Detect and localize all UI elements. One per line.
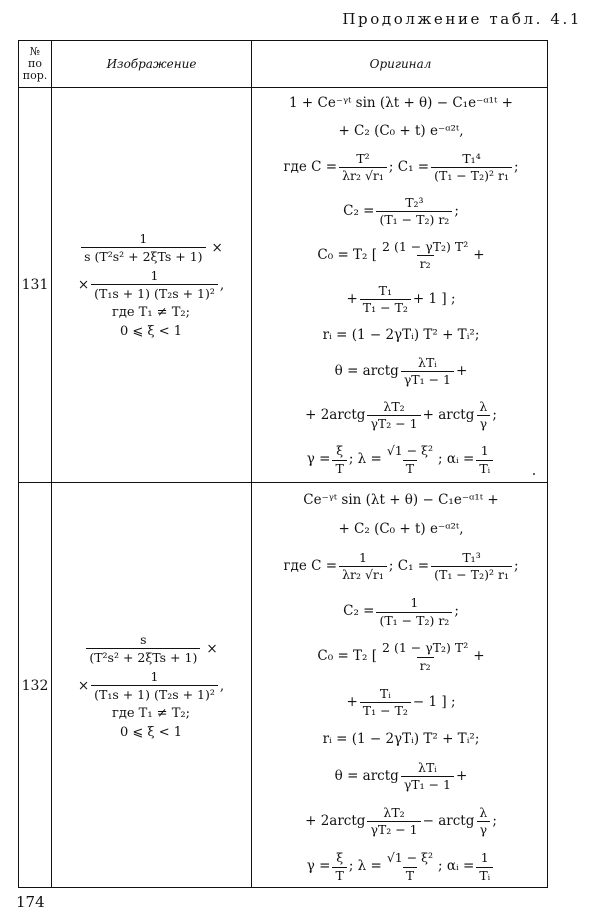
fraction [339, 152, 387, 184]
denominator: (T₁s + 1) (T₂s + 1)² [91, 685, 218, 702]
formula-text: C₂ = [343, 202, 375, 219]
formula-line [253, 687, 549, 719]
denominator: T [332, 460, 346, 476]
comma: , [219, 276, 225, 293]
formula-line [253, 240, 549, 272]
denominator: (T₁s + 1) (T₂s + 1)² [91, 284, 218, 301]
formula-text: где C = [283, 158, 338, 175]
fraction [476, 400, 490, 432]
denominator: γ [477, 415, 490, 431]
denominator: (T₁ − T₂) r₂ [376, 211, 452, 227]
formula-text: θ = arctg [334, 363, 399, 380]
formula-text: ; λ = [348, 858, 382, 875]
fraction [401, 761, 454, 793]
condition: 0 ⩽ ξ < 1 [119, 725, 183, 740]
denominator: γT₂ − 1 [367, 821, 420, 837]
numerator: 2 (1 − γT₂) T² [382, 238, 469, 254]
fraction [81, 231, 205, 264]
numerator: T₁³ [462, 549, 481, 565]
formula-line [253, 328, 549, 344]
times-sign: × [211, 239, 223, 256]
formula-text: + [473, 648, 485, 665]
formula-text: + arctg [422, 407, 475, 424]
numerator: √1 − ξ² [386, 443, 434, 459]
formula-text: ; [513, 558, 519, 575]
numerator: T₁⁴ [462, 150, 481, 166]
formula-text: ; αᵢ = [438, 451, 475, 468]
fraction [332, 444, 346, 476]
formula-line [253, 96, 549, 112]
denominator: Tᵢ [476, 867, 493, 883]
fraction [379, 240, 471, 272]
image-cell [53, 88, 249, 482]
formula-line [253, 124, 549, 140]
formula-text: ; [492, 813, 497, 830]
numerator: 1 [359, 549, 367, 565]
numerator: 1 [410, 595, 419, 611]
formula-text: ; αᵢ = [438, 858, 475, 875]
image-line [78, 268, 224, 301]
fraction [91, 268, 218, 301]
page-number: 174 [16, 893, 45, 911]
formula-text: ; [454, 202, 459, 219]
denominator: r₂ [417, 657, 434, 673]
denominator: γT₁ − 1 [401, 776, 454, 792]
fraction [360, 284, 411, 316]
denominator: Tᵢ [476, 460, 493, 476]
denominator: λr₂ √r₁ [339, 167, 387, 183]
formula-line [253, 761, 549, 793]
col-header-number-line: по [28, 57, 42, 70]
formula-text: + [346, 693, 358, 710]
fraction [379, 641, 471, 673]
image-cell [53, 483, 249, 889]
numerator: λTᵢ [418, 759, 437, 775]
col-header-image: Изображение [106, 57, 197, 71]
formula-line [253, 851, 549, 883]
times-sign: × [206, 640, 218, 657]
times-sign: × [77, 677, 90, 694]
formula-text: ; λ = [348, 451, 382, 468]
formula-line [253, 732, 549, 748]
fraction [339, 551, 387, 583]
fraction [401, 356, 454, 388]
fraction [376, 596, 452, 628]
formula-text: + 2arctg [305, 407, 366, 424]
numerator: √1 − ξ² [386, 850, 434, 866]
comma: , [219, 677, 225, 694]
original-cell [253, 493, 549, 883]
column-divider [251, 41, 252, 887]
condition: где T₁ ≠ T₂; [112, 305, 190, 320]
fraction [86, 632, 200, 665]
fraction [367, 806, 420, 838]
condition: где T₁ ≠ T₂; [112, 706, 190, 721]
numerator: T₂³ [405, 194, 424, 210]
fraction [431, 152, 512, 184]
table-continuation-caption: Продолжение табл. 4.1 [342, 10, 582, 28]
denominator: γT₂ − 1 [367, 415, 420, 431]
numerator: λ [479, 399, 488, 415]
formula-text: ; C₁ = [388, 158, 430, 175]
formula-text: 1 + Ce⁻ᵞᵗ sin (λt + θ) − C₁e⁻ᵅ¹ᵗ + [289, 95, 513, 111]
denominator: T [403, 460, 417, 476]
formula-line [253, 400, 549, 432]
denominator: T [403, 867, 417, 883]
image-line [79, 231, 223, 264]
fraction [332, 851, 346, 883]
image-line [78, 669, 224, 702]
col-header-original: Оригинал [369, 57, 432, 71]
denominator: (T₁ − T₂) r₂ [376, 612, 452, 628]
formula-text: + C₂ (C₀ + t) e⁻ᵅ²ᵗ, [338, 520, 464, 537]
formula-text: ; C₁ = [388, 558, 430, 575]
numerator: 1 [480, 850, 489, 866]
numerator: s [140, 632, 147, 647]
formula-text: + 1 ] ; [412, 291, 456, 308]
row-number: 131 [21, 277, 49, 293]
formula-line [253, 196, 549, 228]
fraction [476, 806, 490, 838]
formula-text: C₀ = T₂ [ [317, 247, 378, 264]
col-header-number-line: № [29, 45, 41, 58]
denominator: T₁ − T₂ [360, 702, 411, 718]
formula-table [18, 40, 548, 888]
numerator: λTᵢ [418, 354, 437, 370]
denominator: (T₁ − T₂)² r₁ [431, 167, 512, 183]
formula-text: где C = [283, 558, 338, 575]
formula-text: rᵢ = (1 − 2γTᵢ) T² + Tᵢ²; [322, 730, 480, 747]
formula-text: + [346, 291, 358, 308]
formula-text: C₀ = T₂ [ [317, 648, 378, 665]
numerator: 1 [139, 231, 148, 246]
denominator: λr₂ √r₁ [339, 566, 387, 582]
denominator: (T²s² + 2ξTs + 1) [86, 648, 200, 665]
denominator: T₁ − T₂ [360, 299, 411, 315]
numerator: λ [479, 804, 488, 820]
numerator: 1 [150, 669, 159, 684]
formula-line [253, 152, 549, 184]
fraction [476, 444, 493, 476]
formula-text: − 1 ] ; [412, 693, 456, 710]
numerator: 1 [480, 443, 489, 459]
fraction [476, 851, 493, 883]
formula-text: ; [492, 407, 497, 424]
fraction [376, 196, 452, 228]
numerator: 2 (1 − γT₂) T² [382, 640, 469, 656]
formula-text: C₂ = [343, 603, 375, 620]
denominator: γ [477, 821, 490, 837]
formula-line [253, 493, 549, 509]
denominator: T [332, 867, 346, 883]
formula-text: Ce⁻ᵞᵗ sin (λt + θ) − C₁e⁻ᵅ¹ᵗ + [303, 492, 499, 508]
formula-text: ; [513, 158, 519, 175]
fraction [384, 851, 436, 883]
print-speck [533, 473, 535, 475]
formula-line [253, 551, 549, 583]
formula-line [253, 284, 549, 316]
numerator: 1 [150, 268, 159, 283]
formula-text: + C₂ (C₀ + t) e⁻ᵅ²ᵗ, [338, 122, 464, 139]
col-header-number-line: пор. [22, 69, 48, 82]
formula-line [253, 356, 549, 388]
fraction [384, 444, 436, 476]
numerator: Tᵢ [379, 685, 391, 701]
numerator: ξ [336, 443, 344, 459]
fraction [431, 551, 512, 583]
formula-text: − arctg [422, 813, 475, 830]
formula-text: γ = [306, 451, 331, 468]
numerator: ξ [336, 850, 344, 866]
denominator: γT₁ − 1 [401, 371, 454, 387]
col-header-number [19, 41, 51, 87]
formula-text: ; [454, 603, 459, 620]
formula-line [253, 522, 549, 538]
formula-line [253, 806, 549, 838]
formula-text: + [473, 247, 485, 264]
image-line [84, 632, 217, 665]
numerator: λT₂ [383, 804, 405, 820]
denominator: s (T²s² + 2ξTs + 1) [81, 247, 205, 264]
row-number: 132 [21, 678, 49, 694]
column-divider [51, 41, 52, 887]
fraction [367, 400, 420, 432]
formula-text: θ = arctg [334, 767, 399, 784]
numerator: λT₂ [383, 399, 405, 415]
numerator: T² [356, 150, 370, 166]
formula-text: rᵢ = (1 − 2γTᵢ) T² + Tᵢ²; [322, 327, 480, 344]
denominator: r₂ [417, 255, 434, 271]
formula-line [253, 596, 549, 628]
condition: 0 ⩽ ξ < 1 [119, 324, 183, 339]
fraction [360, 687, 411, 719]
formula-text: + 2arctg [305, 813, 366, 830]
original-cell [253, 96, 549, 476]
fraction [91, 669, 218, 702]
formula-text: γ = [306, 858, 331, 875]
numerator: T₁ [378, 283, 393, 298]
times-sign: × [77, 276, 90, 293]
formula-text: + [456, 363, 468, 380]
formula-text: + [456, 767, 468, 784]
formula-line [253, 641, 549, 673]
formula-line [253, 444, 549, 476]
denominator: (T₁ − T₂)² r₁ [431, 566, 512, 582]
